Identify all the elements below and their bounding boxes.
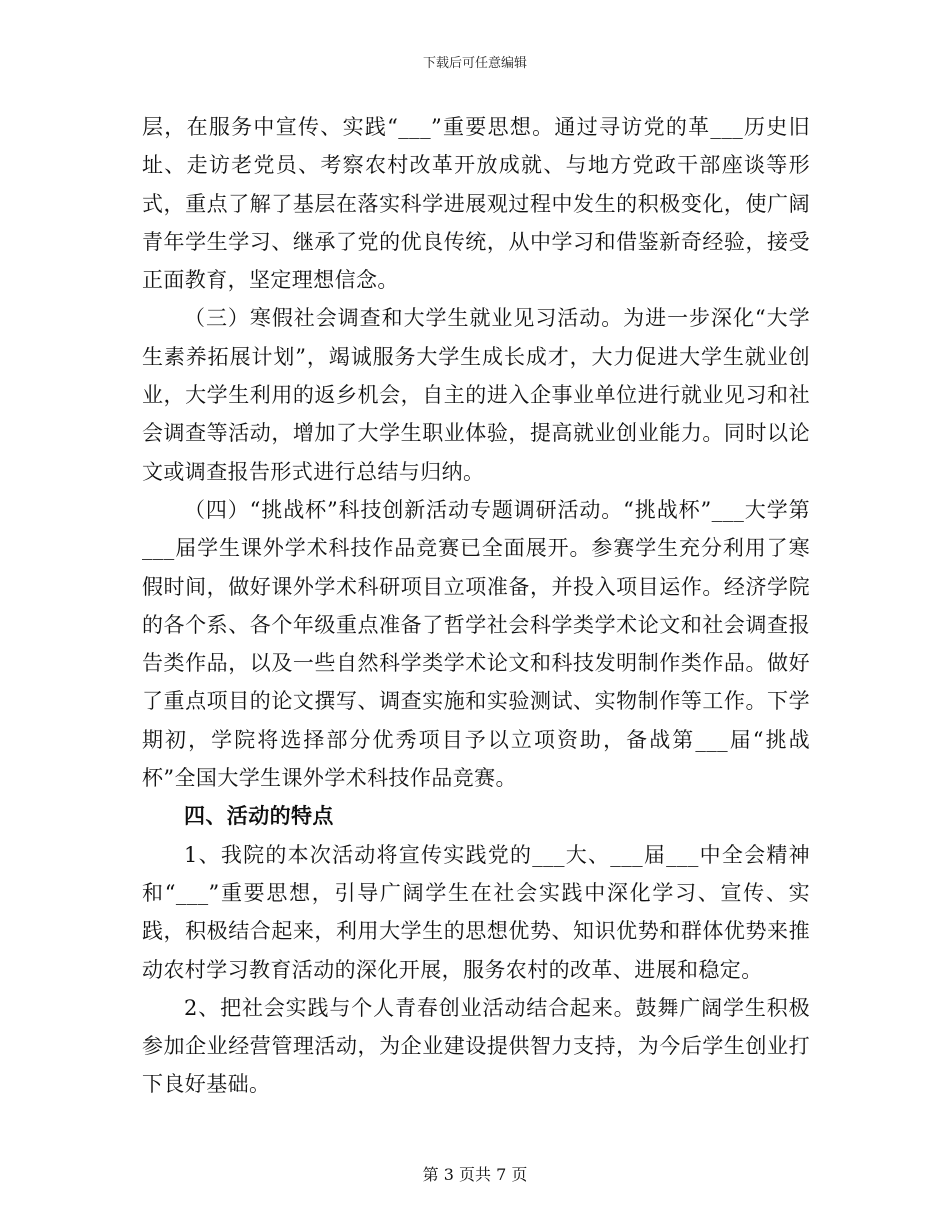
paragraph-winter-survey: （三）寒假社会调查和大学生就业见习活动。为进一步深化“大学生素养拓展计划”，竭诚服务大学生成长成才，大力促进大学生就业创业，大学生利用的返乡机会，自主的进入企事业单位进行就业见习和社会调查等活动，增加了大学生职业体验，提高就业创业能力。同时以论文或调查报告形式进行总结与归纳。 — [142, 306, 810, 484]
paragraph-feature-1: 1、我院的本次活动将宣传实践党的___大、___届___中全会精神和“___”重要思想，引导广阔学生在社会实践中深化学习、宣传、实践，积极结合起来，利用大学生的思想优势、知识优势和群体优势来推动农村学习教育活动的深化开展，服务农村的改革、进展和稳定。 — [142, 842, 810, 982]
section-heading-features: 四、活动的特点 — [184, 804, 334, 829]
paragraph-continued: 层，在服务中宣传、实践“___”重要思想。通过寻访党的革___历史旧址、走访老党员、考察农村改革开放成就、与地方党政干部座谈等形式，重点了解了基层在落实科学进展观过程中发生的积极变化，使广阔青年学生学习、继承了党的优良传统，从中学习和借鉴新奇经验，接受正面教育，坚定理想信念。 — [142, 115, 810, 293]
paragraph-challenge-cup: （四）“挑战杯”科技创新活动专题调研活动。“挑战杯”___大学第___届学生课外学术科技作品竞赛已全面展开。参赛学生充分利用了寒假时间，做好课外学术科研项目立项准备，并投入项目运作。经济学院的各个系、各个年级重点准备了哲学社会科学类学术论文和社会调查报告类作品，以及一些自然科学类学术论文和科技发明制作类作品。做好了重点项目的论文撰写、调查实施和实验测试、实物制作等工作。下学期初，学院将选择部分优秀项目予以立项资助，备战第___届“挑战杯”全国大学生课外学术科技作品竞赛。 — [142, 497, 810, 791]
page-header: 下载后可任意编辑 — [422, 56, 527, 71]
document-body — [142, 108, 810, 1104]
page-footer: 第 3 页共 7 页 — [422, 1165, 528, 1184]
paragraph-feature-2: 2、把社会实践与个人青春创业活动结合起来。鼓舞广阔学生积极参加企业经营管理活动，为企业建设提供智力支持，为今后学生创业打下良好基础。 — [142, 995, 810, 1097]
